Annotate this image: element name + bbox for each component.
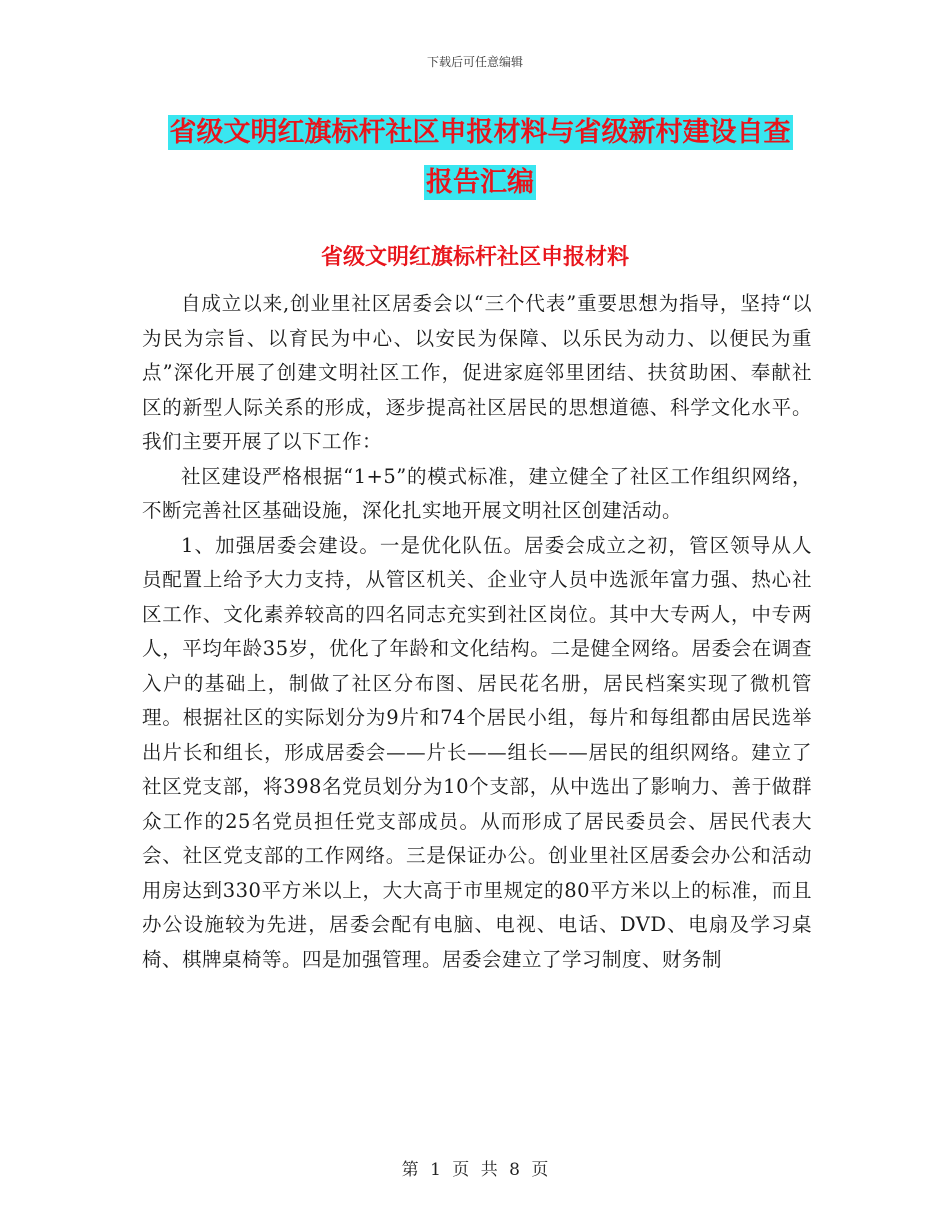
document-title-line1: 省级文明红旗标杆社区申报材料与省级新村建设自查 xyxy=(169,117,791,148)
page-header-note: 下载后可任意编辑 xyxy=(426,55,523,69)
page-number-footer: 第 1 页 共 8 页 xyxy=(401,1160,549,1180)
paragraph-intro: 自成立以来,创业里社区居委会以“三个代表”重要思想为指导，坚持“以为民为宗旨、以育民为中心、以安民为保障、以乐民为动力、以便民为重点”深化开展了创建文明社区工作，促进家庭邻里团结、扶贫助困、奉献社区的新型人际关系的形成，逐步提高社区居民的思想道德、科学文化水平。我们主要开展了以下工作： xyxy=(142,292,812,453)
section-title: 省级文明红旗标杆社区申报材料 xyxy=(320,245,629,270)
document-title xyxy=(140,108,820,208)
document-body xyxy=(142,287,812,977)
document-title-line2: 报告汇编 xyxy=(426,167,534,198)
paragraph-committee-building: 1、加强居委会建设。一是优化队伍。居委会成立之初，管区领导从人员配置上给予大力支持，从管区机关、企业守人员中选派年富力强、热心社区工作、文化素养较高的四名同志充实到社区岗位。其中大专两人，中专两人，平均年龄35岁，优化了年龄和文化结构。二是健全网络。居委会在调查入户的基础上，制做了社区分布图、居民花名册，居民档案实现了微机管理。根据社区的实际划分为9片和74个居民小组，每片和每组都由居民选举出片长和组长，形成居委会——片长——组长——居民的组织网络。建立了社区党支部，将398名党员划分为10个支部，从中选出了影响力、善于做群众工作的25名党员担任党支部成员。从而形成了居民委员会、居民代表大会、社区党支部的工作网络。三是保证办公。创业里社区居委会办公和活动用房达到330平方米以上，大大高于市里规定的80平方米以上的标准，而且办公设施较为先进，居委会配有电脑、电视、电话、DVD、电扇及学习桌椅、棋牌桌椅等。四是加强管理。居委会建立了学习制度、财务制 xyxy=(142,533,812,971)
paragraph-construction-standard: 社区建设严格根据“1+5”的模式标准，建立健全了社区工作组织网络，不断完善社区基础设施，深化扎实地开展文明社区创建活动。 xyxy=(142,464,812,522)
